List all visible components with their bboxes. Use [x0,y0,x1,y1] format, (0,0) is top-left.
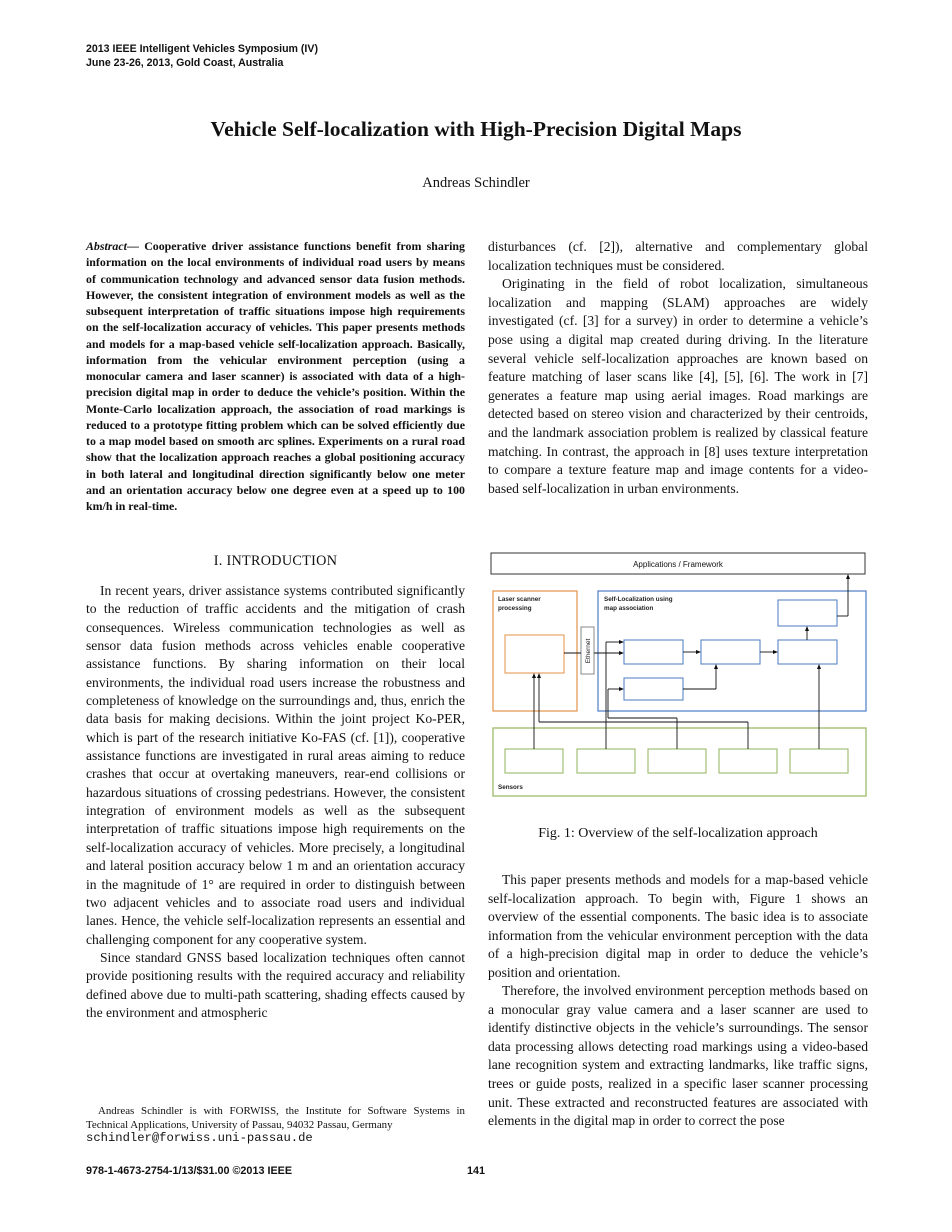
paper-title: Vehicle Self-localization with High-Precision Digital Maps [210,117,742,141]
paragraph: Since standard GNSS based localization techniques often cannot provide positioning results with the required accuracy and reliability defined above due to multi-path scattering, shading effects caused by the environment and atmospheric [86,949,465,1020]
applications-label: Applications / Framework [633,560,723,569]
self-localization-title-line1: Self-Localization using [604,596,673,603]
abstract-dash: — [126,239,145,253]
paragraph: Originating in the field of robot localization, simultaneous localization and mapping (SLAM) approaches are widely investigated (cf. [3] for a survey) in order to determine a vehicle’s pose using a digital map created during driving. In the literature several vehicle self-localization approaches are known based on feature matching of laser scans like [4], [5], [6]. The work in [7] generates a feature map using aerial images. Road markings are detected based on stereo vision and characterized by their centroids, and the landmark association problem is realized by classical feature matching. In contrast, the approach in [8] uses texture interpretation to compare a texture feature map and image contents for a video-based self-localization in urban environments. [488,276,868,496]
sensor-block [505,749,563,773]
laser-scanner-title-line1: Laser scanner [498,596,541,603]
paragraph: disturbances (cf. [2]), alternative and complementary global localization techniques must be considered. [488,239,868,273]
paragraph: This paper presents methods and models for a map-based vehicle self-localization approach. To begin with, Figure 1 shows an overview of the essential components. The basic idea is to associate information from the vehicular environment perception with the data of a high-precision digital map in order to deduce the vehicle’s position and orientation. [488,872,868,980]
footer-copyright: 978-1-4673-2754-1/13/$31.00 ©2013 IEEE [86,1165,293,1177]
sensors-box [493,728,866,796]
processing-block [624,640,683,664]
processing-block [778,640,837,664]
footnote-affiliation: Andreas Schindler is with FORWISS, the Institute for Software Systems in Technical Applications, University of Passau, 94032 Passau, Germany [86,1105,465,1131]
right-column-bottom-body [488,871,868,1131]
sensor-block [648,749,706,773]
author-name: Andreas Schindler [422,175,530,191]
sensor-block [719,749,777,773]
paragraph: In recent years, driver assistance systems contributed significantly to the reduction of traffic accidents and the mitigation of crash consequences. Wireless communication technologies as well as sensor data fusion methods across vehicles enable cooperative assistance functions. By sharing information on their local environments, the individual road users increase the robustness and completeness of knowledge on the surroundings and, thus, enrich the data basis for making decisions. Within the joint project Ko-PER, which is part of the research initiative Ko-FAS (cf. [1]), cooperative assistance functions are investigated in rural areas aiming to reduce crashes that occur at overtaking maneuvers, rear-end collisions or hazardous situations of crossing pedestrians. However, the consistent integration of environment models as well as the subsequent interpretation of traffic situations impose high requirements on the self-localization accuracy of vehicles. More precisely, a longitudinal and lateral position accuracy below 1 m and an orientation accuracy in the magnitude of 1° are required in order to distinguish between two adjacent vehicles and to associate road users and individual lanes. Hence, the vehicle self-localization represents an essential and challenging component for any cooperative system. [86,583,465,947]
conference-name: 2013 IEEE Intelligent Vehicles Symposium (IV) [86,43,318,55]
page-number: 141 [467,1165,486,1177]
left-column-body [86,582,465,1022]
conference-header [86,42,318,70]
self-localization-title-line2: map association [604,605,654,612]
sensors-label: Sensors [498,784,523,791]
right-column-top-body [488,238,868,498]
figure-1-caption: Fig. 1: Overview of the self-localization approach [538,826,818,841]
sensor-block [790,749,848,773]
paragraph: Therefore, the involved environment perception methods based on a monocular gray value camera and a laser scanner are used to identify distinctive objects in the vehicle’s surroundings. The sensor data processing allows detecting road markings using a video-based lane recognition system and extracting landmarks, like traffic signs, trees or guide posts, realized in a specific laser scanner processing unit. These extracted and reconstructed features are associated with elements in the digital map in order to correct the pose [488,983,868,1129]
processing-block [778,600,837,626]
processing-block [701,640,760,664]
section-heading-introduction: I. INTRODUCTION [213,553,338,569]
figure-1-diagram [488,550,872,804]
ethernet-label: Ethernet [585,638,592,664]
abstract-label: Abstract [86,239,127,253]
footnote [86,1105,465,1146]
abstract-text: Cooperative driver assistance functions benefit from sharing information on the local environments of individual road users by means of communication technology and advanced sensor data fusion methods. However, the consistent integration of environment models as well as the subsequent interpretation of traffic situations impose high requirements on the self-localization accuracy of vehicles. This paper presents methods and models for a map-based vehicle self-localization approach. Basically, information from the vehicular environment perception (using a monocular camera and laser scanner) is associated with data of a high-precision digital map in order to deduce the vehicle’s position. Within the Monte-Carlo localization approach, the association of road markings is reduced to a prototype fitting problem which can be solved efficiently due to a map model based on smooth arc splines. Experiments on a rural road show that the localization approach reaches a global positioning accuracy in both lateral and longitudinal direction significantly below one meter and an orientation accuracy below one degree even at a speed up to 100 km/h in real-time. [86,239,465,513]
footnote-email: schindler@forwiss.uni-passau.de [86,1131,313,1145]
processing-block [624,678,683,700]
abstract [86,238,465,514]
conference-date-location: June 23-26, 2013, Gold Coast, Australia [86,57,284,69]
laser-scanner-title-line2: processing [498,605,532,612]
laser-processing-block [505,635,564,673]
sensor-block [577,749,635,773]
